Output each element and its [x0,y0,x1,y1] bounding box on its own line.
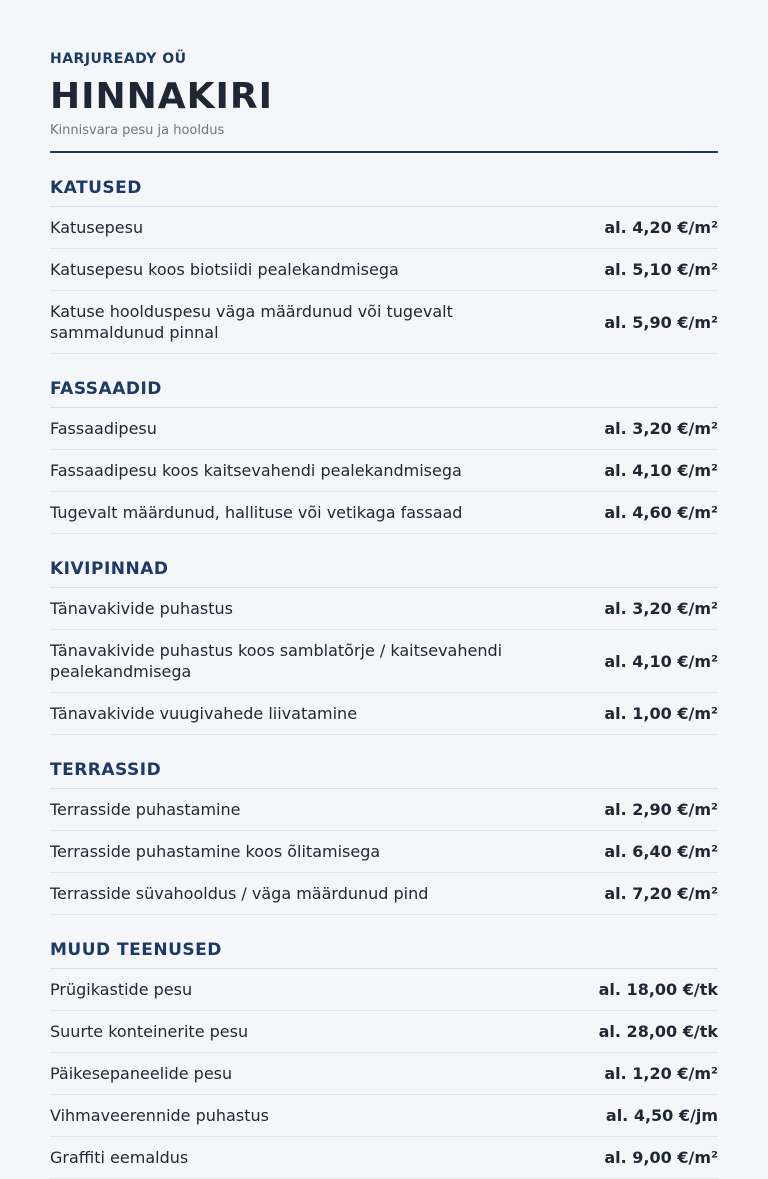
service-name: Päikesepaneelide pesu [50,1064,233,1083]
service-price: al. 1,20 €/m² [604,1064,718,1083]
section-title: KATUSED [50,177,718,207]
section-katused [50,177,718,354]
service-name: Suurte konteinerite pesu [50,1022,249,1041]
page-title: HINNAKIRI [50,76,274,117]
price-row [50,408,718,450]
service-price: al. 5,90 €/m² [604,312,718,332]
price-row [50,969,718,1011]
service-price: al. 3,20 €/m² [604,599,718,618]
section-fassaadid [50,378,718,534]
price-row [50,1137,718,1179]
price-row [50,207,718,249]
section-terrassid [50,759,718,915]
service-name: Terrasside süvahooldus / väga määrdunud pind [50,884,429,903]
service-name: Terrasside puhastamine [50,800,241,819]
service-name: Katuse hoolduspesu väga määrdunud või tugevalt sammaldunud pinnal [50,302,453,342]
service-price: al. 4,10 €/m² [604,651,718,671]
price-row [50,630,718,693]
price-row [50,873,718,915]
price-row [50,1053,718,1095]
service-name: Tugevalt määrdunud, hallituse või vetikaga fassaad [50,503,463,522]
service-price: al. 4,50 €/jm [605,1106,718,1125]
service-price: al. 7,20 €/m² [604,884,718,903]
service-price: al. 28,00 €/tk [598,1022,718,1041]
service-price: al. 5,10 €/m² [604,260,718,279]
section-title: FASSAADID [50,378,718,408]
price-row [50,831,718,873]
service-name: Vihmaveerennide puhastus [50,1106,269,1125]
header-divider [50,151,718,153]
price-row [50,588,718,630]
section-title: KIVIPINNAD [50,558,718,588]
service-name: Fassaadipesu [50,419,157,438]
price-row [50,249,718,291]
service-price: al. 1,00 €/m² [604,704,718,723]
service-price: al. 9,00 €/m² [604,1148,718,1167]
service-name: Terrasside puhastamine koos õlitamisega [50,842,381,861]
price-row [50,1095,718,1137]
service-name: Graffiti eemaldus [50,1148,189,1167]
service-price: al. 18,00 €/tk [598,980,718,999]
section-kivipinnad [50,558,718,735]
section-muud-teenused [50,939,718,1179]
page-subtitle: Kinnisvara pesu ja hooldus [50,123,225,138]
service-price: al. 2,90 €/m² [604,800,718,819]
service-name: Prügikastide pesu [50,980,193,999]
service-price: al. 4,20 €/m² [604,218,718,237]
service-name: Tänavakivide puhastus koos samblatõrje / kaitsevahendi pealekandmisega [50,641,503,681]
price-row [50,693,718,735]
service-price: al. 4,10 €/m² [604,461,718,480]
section-title: TERRASSID [50,759,718,789]
service-name: Katusepesu [50,218,144,237]
price-row [50,1011,718,1053]
service-name: Tänavakivide vuugivahede liivatamine [50,704,358,723]
price-row [50,450,718,492]
service-price: al. 6,40 €/m² [604,842,718,861]
service-price: al. 4,60 €/m² [604,503,718,522]
service-name: Tänavakivide puhastus [50,599,233,618]
price-row [50,291,718,354]
service-price: al. 3,20 €/m² [604,419,718,438]
section-title: MUUD TEENUSED [50,939,718,969]
company-name: HARJUREADY OÜ [50,51,187,67]
service-name: Katusepesu koos biotsiidi pealekandmisega [50,260,399,279]
price-row [50,789,718,831]
price-row [50,492,718,534]
service-name: Fassaadipesu koos kaitsevahendi pealekandmisega [50,461,462,480]
